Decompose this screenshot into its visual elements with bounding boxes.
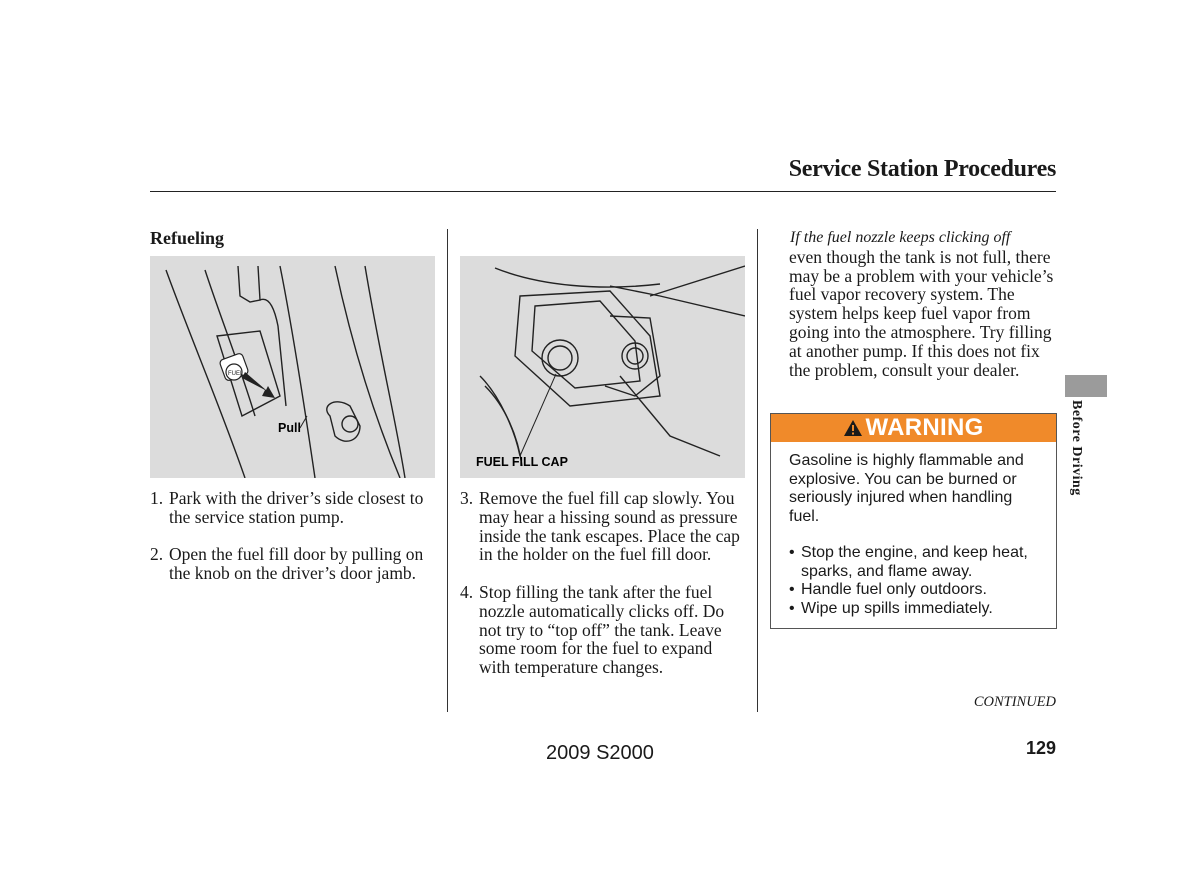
page-title: Service Station Procedures (788, 156, 1056, 182)
note-body: even though the tank is not full, there may be a problem with your vehicle’s fuel vapor recovery system. The system helps keep fuel vapor from going into the atmosphere. Try filling at another pump. If this does not fix the problem, consult your dealer. (789, 246, 1054, 380)
warning-triangle-icon (843, 419, 863, 437)
step-number: 2. (150, 544, 164, 565)
steps-list-right (460, 489, 745, 696)
step-text: Park with the driver’s side closest to the service station pump. (169, 488, 424, 527)
steps-list-left (150, 489, 435, 602)
knob-label: FUEL (228, 371, 244, 377)
bullet-icon: • (789, 599, 795, 617)
footer-model: 2009 S2000 (546, 742, 654, 764)
bullet-icon: • (789, 544, 795, 561)
step-text: Open the fuel fill door by pulling on the knob on the driver’s door jamb. (169, 544, 424, 584)
fuel-nozzle-note (789, 229, 1055, 379)
pull-callout: Pull (278, 421, 301, 435)
fuel-door-knob-figure (150, 256, 435, 478)
section-tab-marker (1065, 375, 1107, 397)
warning-bullet-text: Stop the engine, and keep heat, sparks, and flame away. (801, 544, 1028, 580)
warning-box (770, 413, 1057, 629)
continued-label: CONTINUED (973, 694, 1056, 710)
step-item (460, 583, 745, 677)
step-number: 3. (460, 488, 474, 508)
column-divider-1 (447, 229, 448, 712)
warning-bullet (789, 581, 1044, 600)
section-heading: Refueling (150, 228, 224, 248)
step-number: 4. (460, 581, 474, 602)
step-item (150, 545, 435, 583)
warning-intro: Gasoline is highly flammable and explosive. You can be burned or seriously injured when handling fuel. (789, 452, 1024, 525)
title-rule (150, 191, 1056, 192)
section-tab-label: Before Driving (1069, 400, 1084, 496)
warning-bullet (789, 544, 1044, 581)
warning-header (771, 414, 1056, 442)
warning-bullets (789, 544, 1044, 618)
step-number: 1. (150, 488, 164, 508)
note-lead: If the fuel nozzle keeps clicking off (790, 229, 1011, 246)
step-item (150, 489, 435, 527)
warning-bullet-text: Handle fuel only outdoors. (801, 581, 987, 598)
step-text: Remove the fuel fill cap slowly. You may hear a hissing sound as pressure inside the tank escapes. Place the cap in the holder on the fuel fill door. (479, 488, 740, 565)
bullet-icon: • (789, 581, 795, 598)
step-text: Stop filling the tank after the fuel nozzle automatically clicks off. Do not try to “top off” the tank. Leave some room for the fuel to expand with temperature changes. (479, 581, 725, 678)
fuel-fill-cap-callout: FUEL FILL CAP (476, 455, 568, 469)
warning-bullet-text: Wipe up spills immediately. (801, 599, 993, 617)
column-divider-2 (757, 229, 758, 712)
warning-title: WARNING (865, 414, 984, 441)
warning-bullet (789, 600, 1044, 619)
warning-body (771, 442, 1056, 618)
step-item (460, 489, 745, 564)
page-number: 129 (1025, 738, 1056, 758)
fuel-fill-cap-figure (460, 256, 745, 478)
